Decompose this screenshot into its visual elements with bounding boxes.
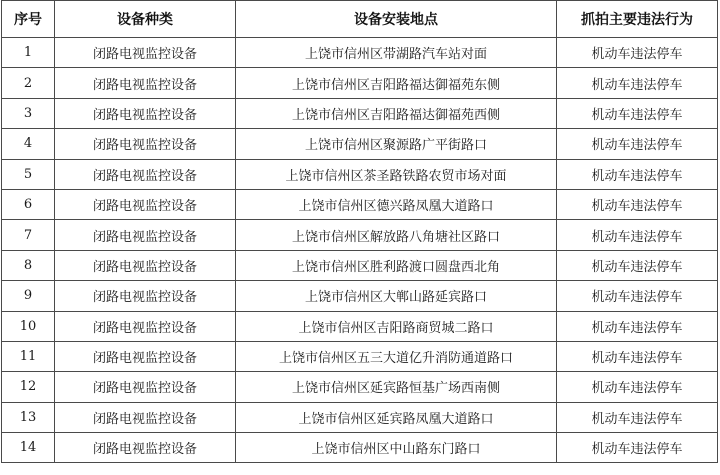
cell-violation-type: 机动车违法停车: [557, 98, 718, 128]
cell-install-location: 上饶市信州区延宾路凤凰大道路口: [236, 402, 557, 432]
cell-install-location: 上饶市信州区中山路东门路口: [236, 433, 557, 463]
table-row: [2, 159, 718, 189]
header-violation-type: 抓拍主要违法行为: [557, 1, 718, 38]
cell-device-type: 闭路电视监控设备: [55, 38, 236, 68]
cell-install-location: 上饶市信州区带湖路汽车站对面: [236, 38, 557, 68]
cell-device-type: 闭路电视监控设备: [55, 372, 236, 402]
cell-violation-type: 机动车违法停车: [557, 220, 718, 250]
header-row: [2, 1, 718, 38]
cell-violation-type: 机动车违法停车: [557, 402, 718, 432]
table-row: [2, 220, 718, 250]
cell-device-type: 闭路电视监控设备: [55, 129, 236, 159]
cell-device-type: 闭路电视监控设备: [55, 68, 236, 98]
cell-violation-type: 机动车违法停车: [557, 250, 718, 280]
cell-serial-number: 4: [2, 129, 55, 159]
table-row: [2, 281, 718, 311]
cell-serial-number: 14: [2, 433, 55, 463]
table-row: [2, 311, 718, 341]
table-row: [2, 250, 718, 280]
cell-install-location: 上饶市信州区解放路八角塘社区路口: [236, 220, 557, 250]
cell-serial-number: 1: [2, 38, 55, 68]
cell-serial-number: 8: [2, 250, 55, 280]
cell-device-type: 闭路电视监控设备: [55, 220, 236, 250]
cell-serial-number: 3: [2, 98, 55, 128]
table-row: [2, 38, 718, 68]
cell-serial-number: 12: [2, 372, 55, 402]
cell-serial-number: 13: [2, 402, 55, 432]
cell-violation-type: 机动车违法停车: [557, 189, 718, 219]
cell-violation-type: 机动车违法停车: [557, 68, 718, 98]
table-header: [2, 1, 718, 38]
cell-install-location: 上饶市信州区五三大道亿升消防通道路口: [236, 341, 557, 371]
table-row: [2, 189, 718, 219]
cell-install-location: 上饶市信州区延宾路恒基广场西南侧: [236, 372, 557, 402]
cell-serial-number: 7: [2, 220, 55, 250]
cell-install-location: 上饶市信州区大郸山路延宾路口: [236, 281, 557, 311]
cell-serial-number: 9: [2, 281, 55, 311]
cell-serial-number: 6: [2, 189, 55, 219]
table-row: [2, 372, 718, 402]
cell-device-type: 闭路电视监控设备: [55, 341, 236, 371]
cell-device-type: 闭路电视监控设备: [55, 402, 236, 432]
table-row: [2, 129, 718, 159]
cell-violation-type: 机动车违法停车: [557, 433, 718, 463]
cell-serial-number: 11: [2, 341, 55, 371]
cell-device-type: 闭路电视监控设备: [55, 250, 236, 280]
cell-install-location: 上饶市信州区吉阳路商贸城二路口: [236, 311, 557, 341]
table-row: [2, 402, 718, 432]
cell-device-type: 闭路电视监控设备: [55, 311, 236, 341]
cell-install-location: 上饶市信州区茶圣路铁路农贸市场对面: [236, 159, 557, 189]
cell-device-type: 闭路电视监控设备: [55, 159, 236, 189]
cell-violation-type: 机动车违法停车: [557, 159, 718, 189]
cell-device-type: 闭路电视监控设备: [55, 189, 236, 219]
cell-violation-type: 机动车违法停车: [557, 341, 718, 371]
header-serial-number: 序号: [2, 1, 55, 38]
table-row: [2, 433, 718, 463]
cell-install-location: 上饶市信州区聚源路广平街路口: [236, 129, 557, 159]
cell-device-type: 闭路电视监控设备: [55, 433, 236, 463]
cell-violation-type: 机动车违法停车: [557, 129, 718, 159]
header-install-location: 设备安装地点: [236, 1, 557, 38]
cell-install-location: 上饶市信州区德兴路凤凰大道路口: [236, 189, 557, 219]
cell-install-location: 上饶市信州区胜利路渡口圆盘西北角: [236, 250, 557, 280]
cell-violation-type: 机动车违法停车: [557, 38, 718, 68]
table-row: [2, 341, 718, 371]
cell-violation-type: 机动车违法停车: [557, 311, 718, 341]
table-row: [2, 68, 718, 98]
cell-install-location: 上饶市信州区吉阳路福达御福苑东侧: [236, 68, 557, 98]
cell-serial-number: 5: [2, 159, 55, 189]
cell-serial-number: 2: [2, 68, 55, 98]
cell-serial-number: 10: [2, 311, 55, 341]
cell-device-type: 闭路电视监控设备: [55, 98, 236, 128]
table-body: [2, 38, 718, 463]
cell-violation-type: 机动车违法停车: [557, 372, 718, 402]
device-table: [1, 0, 718, 463]
cell-device-type: 闭路电视监控设备: [55, 281, 236, 311]
header-device-type: 设备种类: [55, 1, 236, 38]
table-row: [2, 98, 718, 128]
cell-violation-type: 机动车违法停车: [557, 281, 718, 311]
cell-install-location: 上饶市信州区吉阳路福达御福苑西侧: [236, 98, 557, 128]
